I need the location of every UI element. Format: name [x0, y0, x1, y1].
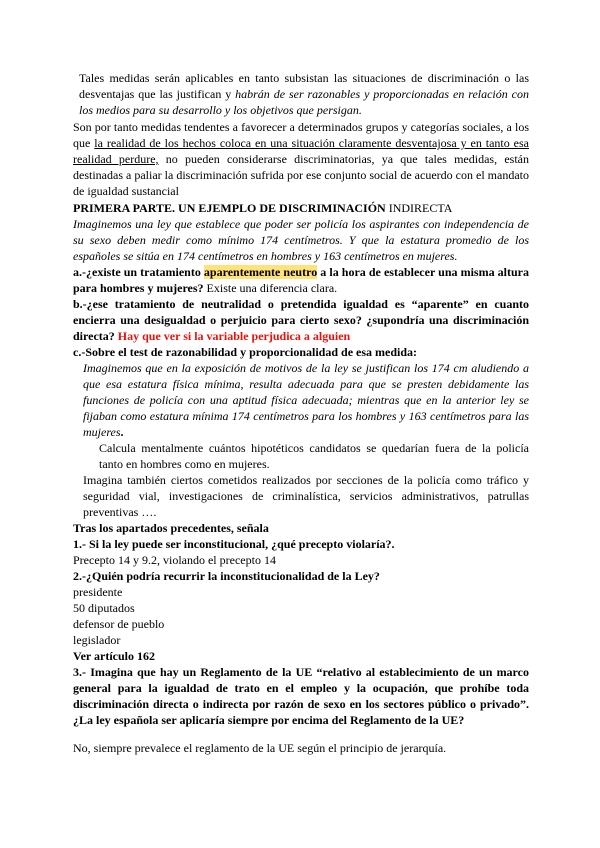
purpose-text-end: no pueden considerarse discriminatorias, ya que tales medidas, están destinadas a paliar la discriminación sufrida por ese conjunto social de acuerdo con el mandato de igualdad sustancial	[73, 152, 529, 198]
question-1: 1.- Si la ley puede ser inconstitucional, ¿qué precepto violaría?.	[73, 537, 395, 551]
question-c-title: c.-Sobre el test de razonabilidad y proporcionalidad de esa medida:	[73, 345, 418, 359]
answer-b: Hay que ver si la variable perjudica a alguien	[117, 329, 351, 343]
answer-3: No, siempre prevalece el reglamento de la UE según el principio de jerarquía.	[73, 741, 447, 755]
measures-text: Tales medidas serán aplicables en tanto subsistan las situaciones de discriminación o las desventajas que las justifican y	[79, 71, 529, 101]
answer-2-item: defensor de pueblo	[73, 617, 165, 631]
paragraph-measures-conditions	[73, 70, 529, 118]
question-b	[73, 296, 529, 344]
question-b-text: b.-¿ese tratamiento de neutralidad o pretendida igualdad es “aparente” en cuanto encierra una desigualdad o perjuicio para cierto sexo? ¿supondría una discriminación directa?	[73, 297, 529, 343]
paragraph-measures-purpose	[73, 119, 529, 199]
see-article-note: Ver artículo 162	[73, 649, 155, 663]
calculation-instruction: Calcula mentalmente cuántos hipotéticos candidatos se quedarían fuera de la policía tanto en hombres como en mujeres.	[99, 441, 529, 471]
answer-2-item: legislador	[73, 633, 121, 647]
scenario-paragraph: Imaginemos una ley que establece que poder ser policía los aspirantes con independencia de su sexo deben medir como mínimo 174 centímetros. Y que la estatura promedio de los españoles se sitúa en 174 centímetros en hombres y 163 centímetros en mujeres.	[73, 217, 529, 263]
question-a-end: a la hora de establecer una misma altura para hombres y mujeres?	[73, 265, 529, 295]
quote-text: Imaginemos que en la exposición de motivos de la ley se justifican los 174 cm aludiendo a que esa estatura física mínima, resulta adecuada para que se presten debidamente las funciones de policía con una aptitud física adecuada; mientras que en la anterior ley se fijaban como estatura mínima 174 centímetros para los hombres y 163 centímetros para las mujeres	[83, 361, 529, 439]
imagine-paragraph: Imagina también ciertos cometidos realizados por secciones de la policía como tráfico y seguridad vial, investigaciones de criminalística, servicios administrativos, patrullas preventivas ….	[83, 473, 529, 519]
document-page	[73, 70, 529, 756]
purpose-underlined-text: la realidad de los hechos coloca en una situación claramente desventajosa y en tanto esa realidad perdure,	[73, 136, 529, 166]
heading-normal-text: INDIRECTA	[385, 201, 453, 215]
tras-heading: Tras los apartados precedentes, señala	[73, 521, 269, 535]
purpose-text-start: Son por tanto medidas tendentes a favorecer a determinados grupos y categorías sociales, a los que	[73, 120, 529, 150]
answer-2-item: presidente	[73, 585, 123, 599]
answer-2-item: 50 diputados	[73, 601, 135, 615]
section-heading	[73, 200, 529, 216]
answer-a: Existe una diferencia clara.	[203, 281, 338, 295]
question-c-quote	[73, 360, 529, 440]
question-2: 2.-¿Quién podría recurrir la inconstitucionalidad de la Ley?	[73, 569, 380, 583]
question-3: 3.- Imagina que hay un Reglamento de la UE “relativo al establecimiento de un marco general para la igualdad de trato en el empleo y la ocupación, que prohíbe toda discriminación directa o indirecta por razón de sexo en los sectores público o privado”. ¿La ley española ser aplicaría siempre por encima del Reglamento de la UE?	[73, 665, 529, 727]
heading-bold-text: PRIMERA PARTE. UN EJEMPLO DE DISCRIMINACIÓN	[73, 201, 386, 215]
question-a-start: a.-¿existe un tratamiento	[73, 265, 204, 279]
measures-italic-text: habrán de ser razonables y proporcionadas en relación con los medios para su desarrollo y los objetivos que persigan.	[79, 87, 529, 117]
question-a	[73, 264, 529, 296]
highlighted-phrase: aparentemente neutro	[203, 265, 318, 279]
spacer	[73, 728, 529, 740]
answer-1: Precepto 14 y 9.2, violando el precepto 14	[73, 553, 276, 567]
quote-end: .	[120, 425, 124, 439]
